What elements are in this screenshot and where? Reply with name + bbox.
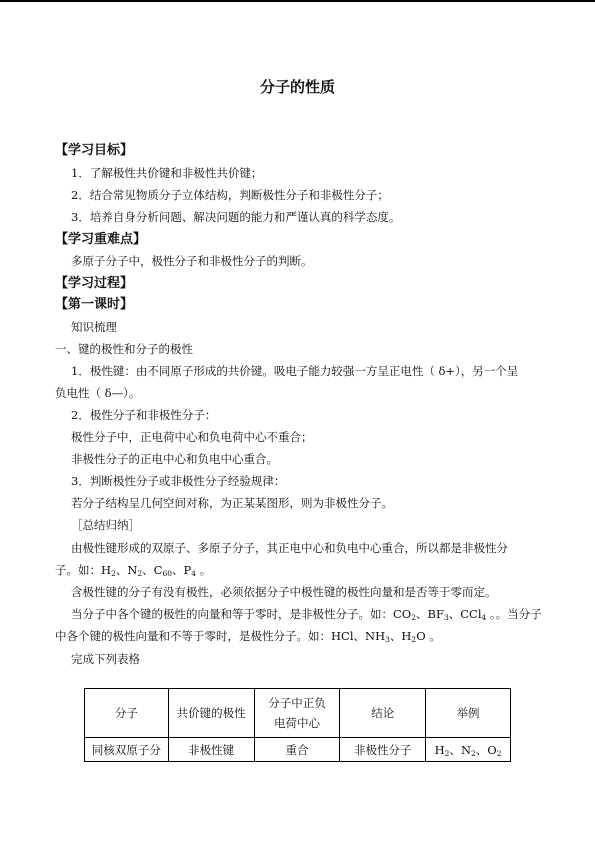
knowledge-label: 知识梳理	[71, 320, 117, 334]
goal-item: 2．结合常见物质分子立体结构，判断极性分子和非极性分子；	[71, 188, 389, 202]
formula-n2: $N_2$	[127, 563, 143, 578]
table-cell: 同核双原子分	[85, 738, 169, 762]
header-cell: 结论	[340, 689, 426, 738]
header-cell: 分子中正负 电荷中心	[254, 689, 340, 738]
paragraph-line: 1．极性键：由不同原子形成的共价键。吸电子能力较强一方呈正电性（ δ+），另一个呈	[71, 364, 519, 378]
formula-co2: $CO_2$	[393, 607, 417, 622]
formula-n2: $N_2$	[460, 742, 476, 758]
formula-c60: $C_{60}$	[153, 563, 173, 578]
table-row	[85, 738, 511, 762]
table-cell: 重合	[254, 738, 340, 762]
table-cell: 非极性键	[168, 738, 254, 762]
paragraph-line: 3．判断极性分子或非极性分子经验规律：	[71, 474, 286, 488]
formula-ccl4: CCl$_4$	[460, 607, 487, 622]
paragraph-line: 当分子中各个键的极性的向量和等于零时，是非极性分子。如：$CO_2$、$BF_3$、CCl$_4$ 。。当分子	[71, 607, 542, 622]
formula-h2o: $H_2O$	[401, 629, 426, 644]
header-cell: 共价键的极性	[168, 689, 254, 738]
process-heading: 【学习过程】	[55, 276, 134, 291]
top-rule	[0, 0, 595, 2]
key-points-heading: 【学习重难点】	[55, 232, 147, 247]
table-cell: 非极性分子	[340, 738, 426, 762]
header-cell: 分子	[85, 689, 169, 738]
goals-heading: 【学习目标】	[55, 143, 134, 158]
formula-h2: $H_2$	[434, 742, 450, 758]
page-title: 分子的性质	[259, 78, 335, 96]
formula-nh3: $NH_3$	[365, 629, 390, 644]
goal-item: 1．了解极性共价键和非极性共价键；	[71, 166, 263, 180]
lesson-heading: 【第一课时】	[55, 297, 134, 312]
formula-hcl: HCl	[331, 629, 354, 643]
paragraph-line: 中各个键的极性向量和不等于零时，是极性分子。如：HCl、$NH_3$、$H_2O$ 。	[55, 629, 441, 644]
table-intro: 完成下列表格	[71, 652, 140, 666]
goal-item: 3．培养自身分析问题、解决问题的能力和严谨认真的科学态度。	[71, 210, 401, 224]
part1-title: 一、键的极性和分子的极性	[55, 342, 193, 356]
table-cell: $H_2$、$N_2$、$O_2$	[426, 738, 511, 762]
paragraph-line: 2．极性分子和非极性分子：	[71, 408, 217, 422]
formula-o2: $O_2$	[487, 742, 502, 758]
header-cell: 举例	[426, 689, 511, 738]
paragraph-line: 负电性（ δ—）。	[55, 386, 141, 400]
table-header-row	[85, 689, 511, 738]
formula-p4: $P_4$	[183, 563, 197, 578]
paragraph-line: 子。如：$H_2$、$N_2$、$C_{60}$、$P_4$ 。	[55, 563, 212, 578]
key-points-text: 多原子分子中，极性分子和非极性分子的判断。	[71, 254, 313, 268]
paragraph-line: 由极性键形成的双原子、多原子分子，其正电中心和负电中心重合，所以都是非极性分	[71, 541, 508, 555]
formula-bf3: $BF_3$	[427, 607, 449, 622]
paragraph-line: 含极性键的分子有没有极性，必须依据分子中极性键的极性向量和是否等于零而定。	[71, 585, 497, 599]
paragraph-line: 非极性分子的正电中心和负电中心重合。	[71, 452, 278, 466]
paragraph-line: 若分子结构呈几何空间对称，为正某某图形，则为非极性分子。	[71, 496, 393, 510]
summary-label: ［总结归纳］	[71, 518, 140, 532]
formula-h2: $H_2$	[101, 563, 116, 578]
polarity-table	[84, 688, 511, 762]
paragraph-line: 极性分子中，正电荷中心和负电荷中心不重合；	[71, 430, 313, 444]
